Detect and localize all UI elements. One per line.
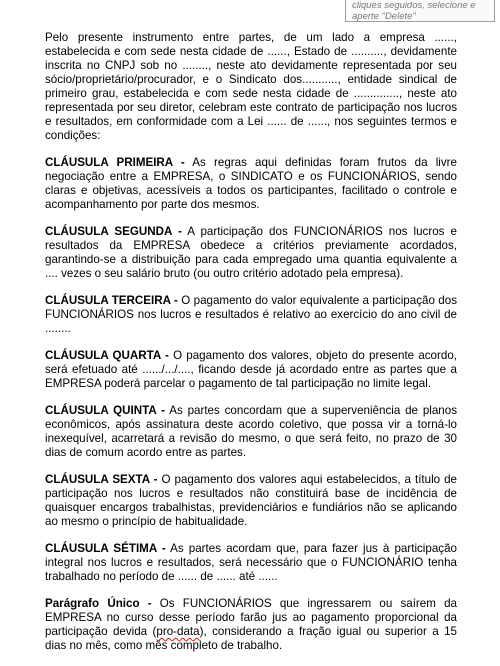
- clause-segunda-title: CLÁUSULA SEGUNDA -: [45, 225, 182, 238]
- clause-sexta-text: O pagamento dos valores aqui estabelecidos, a título de participação nos lucros e resultados não constituirá base de incidência de quaisquer encargos trabalhistas, previdenciários e fundiários não se aplicando ao mesmo o princípio de habitualidade.: [45, 473, 458, 528]
- clause-quinta: [45, 404, 457, 460]
- clause-primeira-text: As regras aqui definidas foram frutos da livre negociação entre a EMPRESA, o SINDICATO e os FUNCIONÁRIOS, sendo claras e objetivas, acessíveis a todos os participantes, facilitado o controle e acompanhamento por parte dos mesmos.: [45, 156, 457, 211]
- spellcheck-flagged-word[interactable]: pro-data: [156, 625, 200, 638]
- clause-setima: [45, 542, 457, 584]
- clause-quinta-text: As partes concordam que a superveniência de planos econômicos, após assinatura deste acordo coletivo, que possa vir a torná-lo inexequível, acarretará a revisão do mesmo, o que será feito, no prazo de 30 dias de comum acordo entre as partes.: [45, 404, 457, 459]
- clause-quarta-text: O pagamento dos valores, objeto do presente acordo, será efetuado até ....../.../...., ficando desde já acordado entre as partes que a EMPRESA poderá parcelar o pagamento de tal participação no limite legal.: [45, 349, 457, 390]
- clause-setima-text: As partes acordam que, para fazer jus à participação integral nos lucros e resultados, será necessário que o FUNCIONÁRIO tenha trabalhado no período de ...... de ...... até ......: [45, 542, 457, 583]
- clause-sexta-title: CLÁUSULA SEXTA -: [45, 473, 158, 486]
- delete-hint-line-1: cliques seguidos, selecione e: [352, 0, 476, 11]
- clause-terceira: [45, 294, 457, 336]
- delete-hint-line-2: aperte "Delete": [352, 11, 416, 22]
- paragrafo-unico-text-before: Os FUNCIONÁRIOS que ingressarem ou saírem da EMPRESA no curso desse período farão jus ao pagamento proporcional da participação devida (: [45, 597, 457, 638]
- clause-setima-title: CLÁUSULA SÉTIMA -: [45, 542, 166, 555]
- clause-terceira-text: O pagamento do valor equivalente a participação dos FUNCIONÁRIOS nos lucros e resultados é relativo ao exercício do ano civil de ........: [45, 294, 457, 335]
- clause-primeira: [45, 156, 457, 212]
- clause-segunda-text: A participação dos FUNCIONÁRIOS nos lucros e resultados da EMPRESA obedece a critérios previamente acordados, garantindo-se a distribuição para cada empregado uma quantia equivalente a .... vezes o seu salário bruto (ou outro critério adotado pela empresa).: [45, 225, 457, 280]
- clause-segunda: [45, 225, 457, 281]
- paragrafo-unico-text-after: ), considerando a fração igual ou superior a 15 dias no mês, como mês completo de trabalho.: [45, 625, 457, 652]
- clause-primeira-title: CLÁUSULA PRIMEIRA -: [45, 156, 185, 169]
- clause-quarta: [45, 349, 457, 391]
- clause-quinta-title: CLÁUSULA QUINTA -: [45, 404, 166, 417]
- intro-paragraph: Pelo presente instrumento entre partes, de um lado a empresa ......, estabelecida e com sede nesta cidade de ......, Estado de .........., devidamente inscrita no CNPJ sob no ........, neste ato devidamente representada por seu sócio/proprietário/procurador, e o Sindicato dos..........., entidade sindical de primeiro grau, estabelecida e com sede nesta cidade de .............., neste ato representada por seu diretor, celebram este contrato de participação nos lucros e resultados, em conformidade com a Lei ...... de ......, nos seguintes termos e condições:: [45, 31, 457, 142]
- paragrafo-unico-title: Parágrafo Único -: [45, 597, 152, 610]
- document-body[interactable]: [45, 31, 457, 666]
- clause-sexta: [45, 473, 457, 529]
- clause-terceira-title: CLÁUSULA TERCEIRA -: [45, 294, 178, 307]
- clause-quarta-title: CLÁUSULA QUARTA -: [45, 349, 169, 362]
- delete-hint-box: [345, 0, 495, 22]
- paragrafo-unico: [45, 597, 457, 653]
